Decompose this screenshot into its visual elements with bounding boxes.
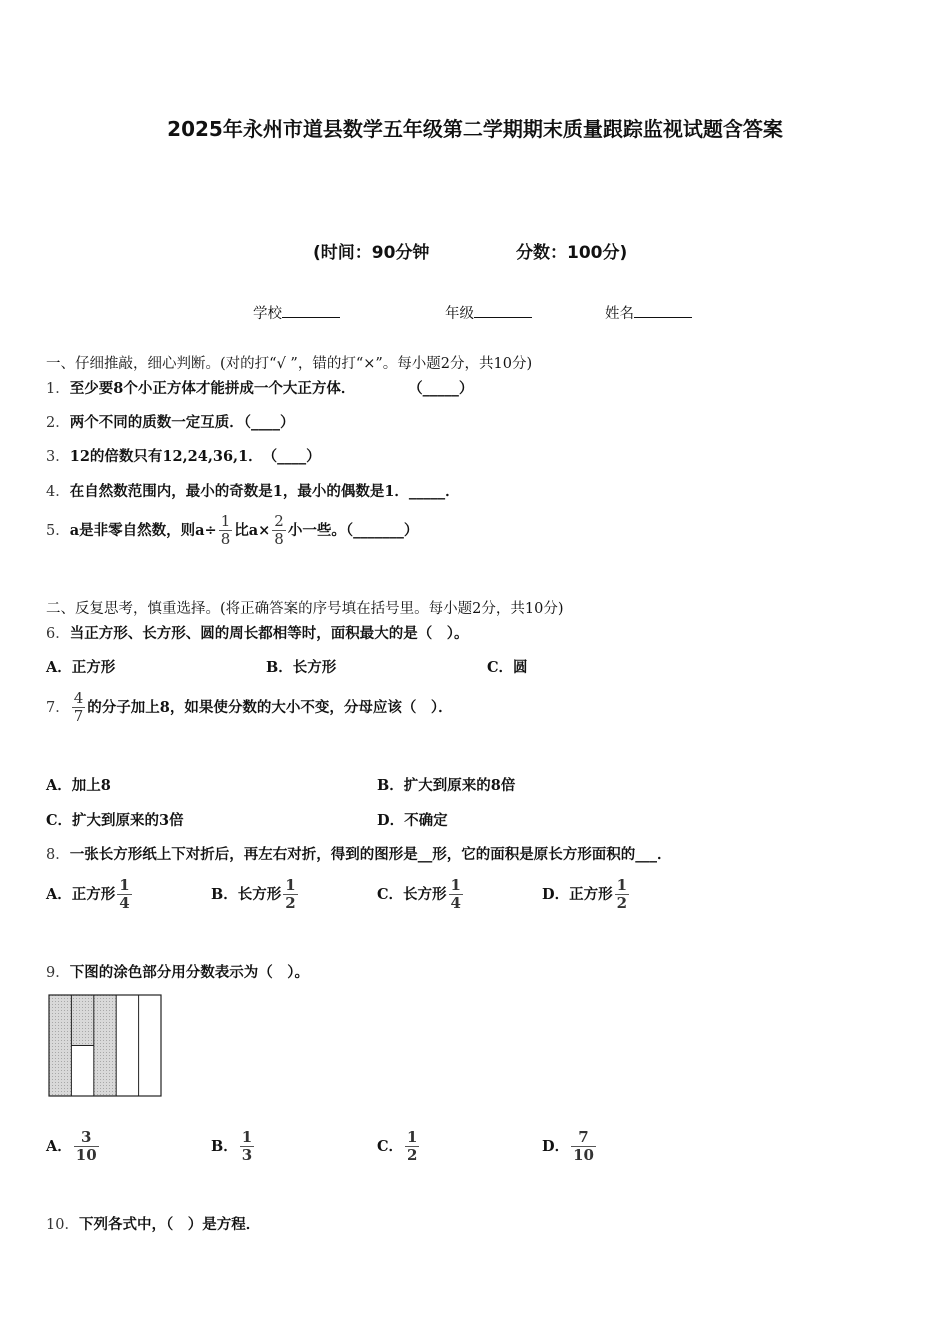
grade-field[interactable] (445, 302, 532, 323)
q1-answer-blank: （_____） (415, 380, 474, 397)
q10-text: 下列各式中，（ ）是方程． (78, 1216, 261, 1233)
q8-option-b[interactable]: B．长方形 $\frac{1}{2}$ (211, 876, 296, 913)
question-4 (46, 480, 460, 501)
q3-text: 12的倍数只有12,24,36,1． （____） (69, 448, 321, 465)
q8-text: 一张长方形纸上下对折后，再左右对折，得到的图形是__形，它的面积是原长方形面积的___． (69, 846, 672, 863)
q10-number: 10． (46, 1217, 79, 1233)
q9-option-d[interactable]: D． $\frac{7}{10}$ (542, 1128, 594, 1165)
q7-option-a[interactable]: A．加上8 (46, 777, 111, 794)
question-2 (46, 411, 294, 432)
section2-heading: 二、反复思考，慎重选择。(将正确答案的序号填在括号里。每小题2分，共10分) (46, 601, 564, 617)
grade-label: 年级 (445, 306, 474, 322)
q4-number: 4． (46, 484, 70, 500)
q8-option-c[interactable]: C．长方形 $\frac{1}{4}$ (377, 876, 461, 913)
q4-text: 在自然数范围内，最小的奇数是1，最小的偶数是1．_____． (69, 483, 460, 500)
question-8 (46, 843, 671, 864)
q6-option-b[interactable]: B．长方形 (266, 659, 337, 676)
question-3 (46, 445, 321, 466)
q2-number: 2． (46, 415, 70, 431)
q7-option-b[interactable]: B．扩大到原来的8倍 (377, 777, 516, 794)
q5-text-3: 小一些。（_______） (287, 521, 419, 539)
q6-option-c[interactable]: C．圆 (487, 659, 528, 676)
q9-shaded-figure (48, 994, 164, 1098)
q9-option-a[interactable]: A． $\frac{3}{10}$ (46, 1128, 97, 1165)
q8-option-a[interactable]: A．正方形 $\frac{1}{4}$ (46, 876, 130, 913)
q5-number: 5． (46, 522, 70, 539)
time-label: (时间：90分钟 (313, 243, 430, 263)
question-10 (46, 1213, 260, 1234)
name-field[interactable] (605, 302, 692, 323)
school-label: 学校 (253, 306, 282, 322)
q5-text-1: a是非零自然数，则a÷ (69, 521, 217, 539)
q7-number: 7． (46, 699, 70, 716)
question-7 (46, 690, 453, 726)
question-9 (46, 961, 309, 982)
q9-number: 9． (46, 965, 70, 981)
q7-text: 的分子加上8，如果使分数的大小不变，分母应该（ ）． (87, 698, 453, 716)
q3-number: 3． (46, 449, 70, 465)
q5-fraction-2: $\frac{2}{8}$ (274, 512, 284, 549)
section1-heading: 一、仔细推敲，细心判断。(对的打“√ ”，错的打“×”。每小题2分，共10分) (46, 356, 533, 372)
q2-text: 两个不同的质数一定互质．（____） (69, 414, 295, 431)
q7-fraction: $\frac{4}{7}$ (73, 689, 84, 726)
q8-number: 8． (46, 847, 70, 863)
q6-option-a[interactable]: A．正方形 (46, 659, 116, 676)
q7-option-c[interactable]: C．扩大到原来的3倍 (46, 812, 184, 829)
q7-option-d[interactable]: D．不确定 (377, 812, 448, 829)
figure-cell-2-top-shaded (71, 995, 93, 1046)
question-1 (46, 377, 473, 398)
q9-option-c[interactable]: C． $\frac{1}{2}$ (377, 1128, 418, 1165)
q6-text: 当正方形、长方形、圆的周长都相等时，面积最大的是（ ）。 (69, 625, 469, 642)
q6-number: 6． (46, 626, 70, 642)
q5-fraction-1: $\frac{1}{8}$ (220, 512, 231, 549)
q5-text-2: 比a× (234, 521, 271, 539)
figure-cell-3-shaded (94, 995, 116, 1096)
q1-number: 1． (46, 381, 70, 397)
page-title: 2025年永州市道县数学五年级第二学期期末质量跟踪监视试题含答案 (167, 117, 783, 141)
question-5 (46, 513, 418, 549)
name-label: 姓名 (605, 306, 634, 322)
figure-cell-1-shaded (49, 995, 71, 1096)
question-6 (46, 622, 468, 643)
q9-text: 下图的涂色部分用分数表示为（ ）。 (69, 964, 309, 981)
score-label: 分数：100分) (516, 243, 628, 263)
q9-option-b[interactable]: B． $\frac{1}{3}$ (211, 1128, 253, 1165)
school-field[interactable] (253, 302, 340, 323)
q8-option-d[interactable]: D．正方形 $\frac{1}{2}$ (542, 876, 628, 913)
q1-text: 至少要8个小正方体才能拼成一个大正方体． (69, 380, 356, 397)
